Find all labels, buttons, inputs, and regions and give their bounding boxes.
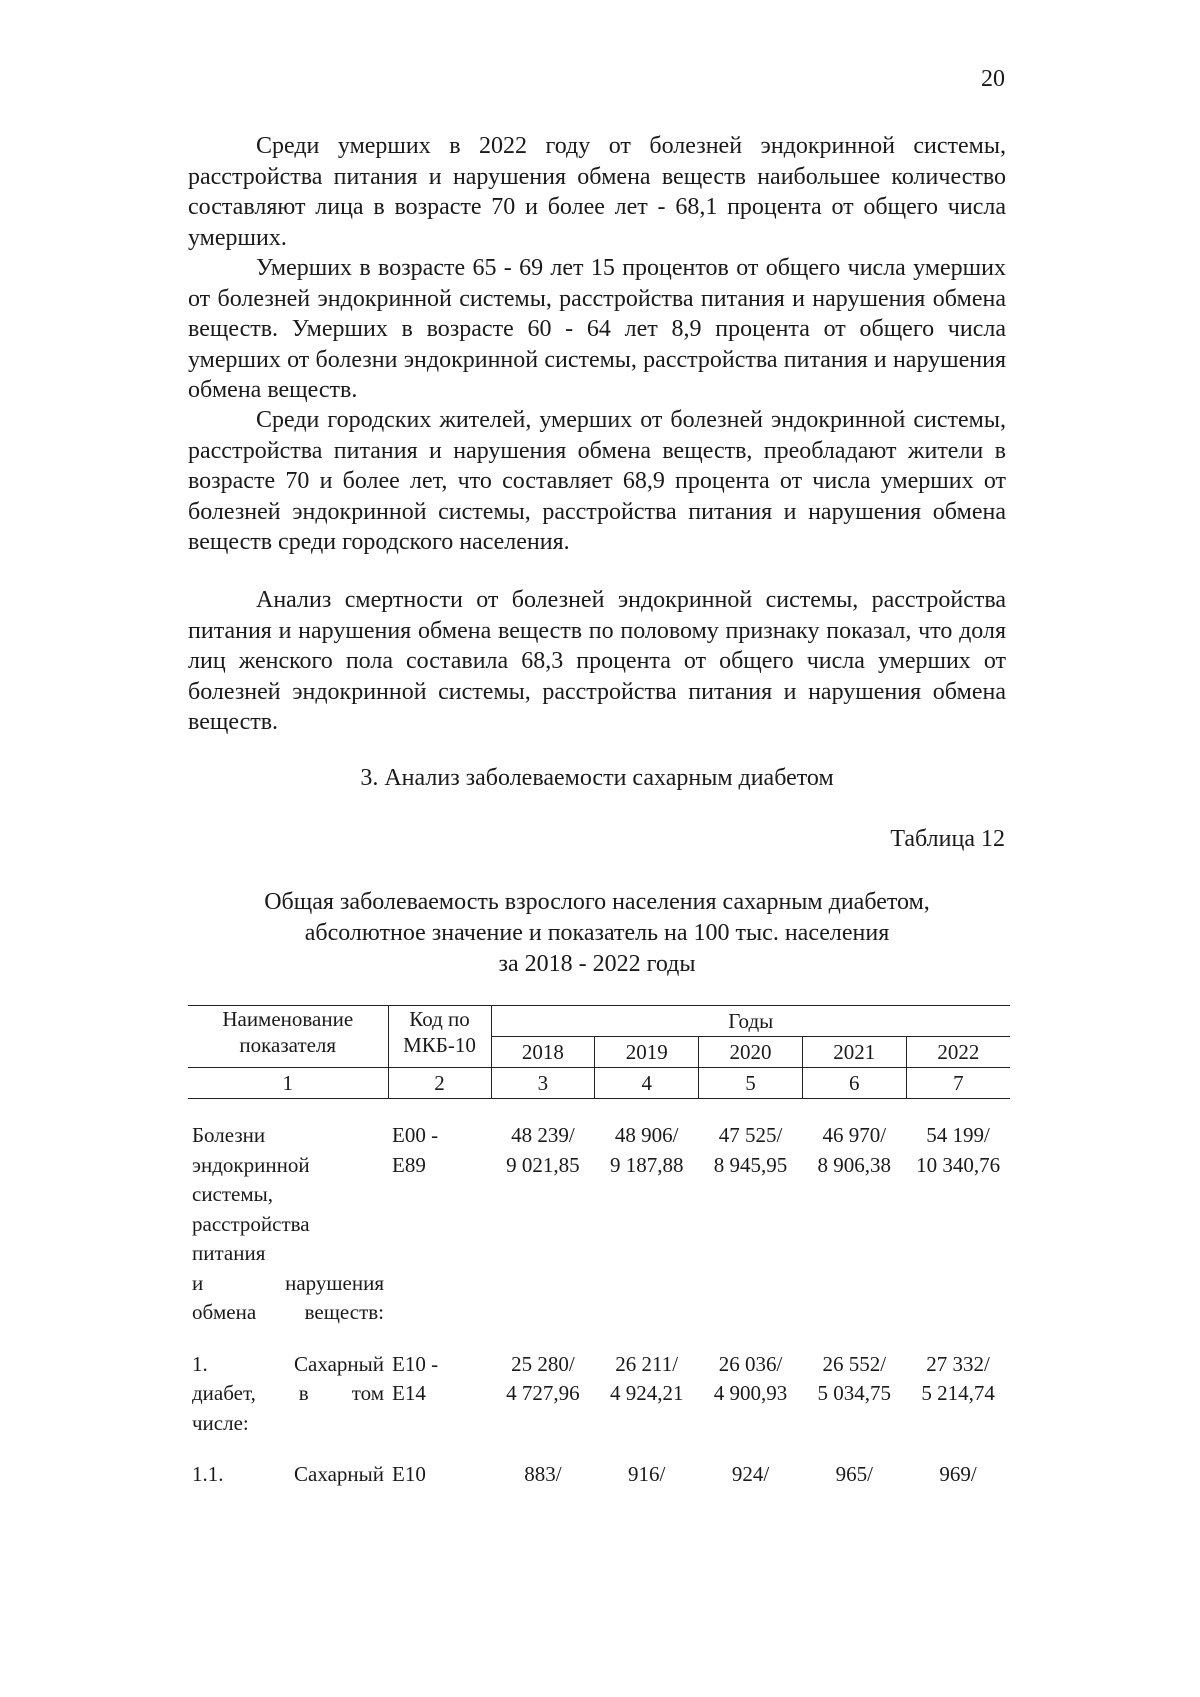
row-value: [699, 1350, 803, 1439]
abs-value: 26 036/: [718, 1351, 783, 1376]
column-number: 3: [491, 1068, 595, 1099]
row-name-line: и нарушения: [192, 1270, 384, 1295]
row-code-line: E10: [392, 1462, 426, 1486]
row-value: [802, 1350, 906, 1439]
abs-value: 969/: [939, 1462, 977, 1486]
page-number: 20: [981, 66, 1005, 92]
row-value: [595, 1460, 699, 1490]
rate-value: 8 906,38: [817, 1152, 892, 1177]
row-value: [802, 1460, 906, 1490]
abs-value: 916/: [628, 1462, 666, 1486]
column-number: 7: [906, 1068, 1010, 1099]
rate-value: 4 924,21: [609, 1381, 684, 1405]
abs-value: 965/: [835, 1462, 873, 1486]
header-name-line-2: показателя: [239, 1033, 337, 1057]
paragraph-3: Среди городских жителей, умерших от болезней эндокринной системы, расстройства питания и нарушения обмена веществ, преобладают жители в возрасте 70 и более лет, что составляет 68,9 процента от числа умерших от болезней эндокринной системы, расстройства питания и нарушения обмена веществ среди городского населения.: [188, 407, 1006, 555]
row-value: [595, 1350, 699, 1439]
row-name: [188, 1121, 388, 1328]
header-code-line-2: МКБ-10: [403, 1033, 476, 1057]
row-value: [595, 1121, 699, 1328]
row-code-line: E14: [392, 1381, 426, 1405]
column-number: 1: [188, 1068, 388, 1099]
row-value: [491, 1350, 595, 1439]
row-name-line: 1. Сахарный: [192, 1351, 384, 1376]
abs-value: 924/: [731, 1462, 770, 1486]
rate-value: 5 034,75: [817, 1381, 892, 1405]
morbidity-table: [188, 1005, 1010, 1490]
row-code-line: E00 -: [392, 1123, 439, 1147]
table-caption: [188, 887, 1006, 980]
row-name: [188, 1460, 388, 1490]
paragraph-2: Умерших в возрасте 65 - 69 лет 15 процентов от общего числа умерших от болезней эндокринной системы, расстройства питания и нарушения обмена веществ. Умерших в возрасте 60 - 64 лет 8,9 процента от общего числа умерших от болезни эндокринной системы, расстройства питания и нарушения обмена веществ.: [188, 255, 1006, 403]
column-number: 2: [388, 1068, 491, 1099]
row-code-line: E10 -: [392, 1351, 439, 1376]
row-name-line: диабет, в том: [192, 1381, 384, 1405]
row-name-line: эндокринной: [192, 1152, 310, 1177]
row-code: [388, 1350, 491, 1439]
abs-value: 27 332/: [926, 1351, 990, 1376]
rate-value: 10 340,76: [916, 1152, 1001, 1177]
row-code-line: E89: [392, 1152, 426, 1177]
row-name-line: Болезни: [192, 1123, 266, 1147]
table-caption-line-2: абсолютное значение и показатель на 100 тыс. населения: [304, 920, 890, 946]
row-value: [491, 1121, 595, 1328]
header-year: 2019: [595, 1037, 699, 1068]
row-name-line: числе:: [192, 1410, 249, 1435]
column-number: 4: [595, 1068, 699, 1099]
rate-value: 9 021,85: [506, 1152, 580, 1177]
header-year: 2022: [906, 1037, 1010, 1068]
row-name-line: обмена веществ:: [192, 1300, 384, 1324]
header-year: 2018: [491, 1037, 595, 1068]
row-name-line: 1.1. Сахарный: [192, 1462, 384, 1486]
rate-value: 9 187,88: [609, 1152, 684, 1177]
header-years: Годы: [491, 1006, 1010, 1037]
row-value: [906, 1121, 1010, 1328]
paragraph-4: Анализ смертности от болезней эндокринной системы, расстройства питания и нарушения обмена веществ по половому признаку показал, что доля лиц женского пола составила 68,3 процента от общего числа умерших от болезней эндокринной системы, расстройства питания и нарушения обмена веществ.: [188, 587, 1006, 735]
row-value: [699, 1460, 803, 1490]
abs-value: 26 552/: [822, 1351, 887, 1376]
table-label: Таблица 12: [890, 826, 1005, 852]
header-indicator-name: [188, 1006, 388, 1068]
table-row: [188, 1350, 1010, 1439]
section-heading: 3. Анализ заболеваемости сахарным диабетом: [360, 765, 834, 791]
abs-value: 883/: [524, 1462, 562, 1486]
row-code: [388, 1121, 491, 1328]
header-year: 2021: [802, 1037, 906, 1068]
row-name-line: питания: [192, 1241, 266, 1265]
table-row: [188, 1460, 1010, 1490]
rate-value: 5 214,74: [921, 1381, 995, 1405]
abs-value: 47 525/: [718, 1123, 783, 1147]
paragraph-1: Среди умерших в 2022 году от болезней эндокринной системы, расстройства питания и нарушения обмена веществ наибольшее количество составляют лица в возрасте 70 и более лет - 68,1 процента от общего числа умерших.: [188, 133, 1006, 251]
abs-value: 46 970/: [822, 1123, 887, 1147]
rate-value: 4 900,93: [713, 1381, 788, 1405]
column-number: 6: [802, 1068, 906, 1099]
header-name-line-1: Наименование: [222, 1007, 354, 1031]
table-caption-line-3: за 2018 - 2022 годы: [498, 951, 696, 977]
header-year: 2020: [699, 1037, 803, 1068]
abs-value: 26 211/: [615, 1351, 679, 1376]
row-name: [188, 1350, 388, 1439]
abs-value: 48 239/: [511, 1123, 575, 1147]
abs-value: 54 199/: [926, 1123, 990, 1147]
row-value: [699, 1121, 803, 1328]
table-caption-line-1: Общая заболеваемость взрослого населения сахарным диабетом,: [264, 889, 930, 915]
row-value: [906, 1350, 1010, 1439]
row-value: [906, 1460, 1010, 1490]
abs-value: 25 280/: [511, 1351, 575, 1376]
rate-value: 8 945,95: [713, 1152, 788, 1177]
header-code-line-1: Код по: [409, 1007, 470, 1031]
row-name-line: расстройства: [192, 1211, 310, 1236]
row-code: [388, 1460, 491, 1490]
header-icd-code: [388, 1006, 491, 1068]
row-value: [491, 1460, 595, 1490]
rate-value: 4 727,96: [506, 1381, 580, 1405]
column-number: 5: [699, 1068, 803, 1099]
table-row: [188, 1121, 1010, 1328]
abs-value: 48 906/: [614, 1123, 679, 1147]
row-name-line: системы,: [192, 1182, 274, 1206]
row-value: [802, 1121, 906, 1328]
